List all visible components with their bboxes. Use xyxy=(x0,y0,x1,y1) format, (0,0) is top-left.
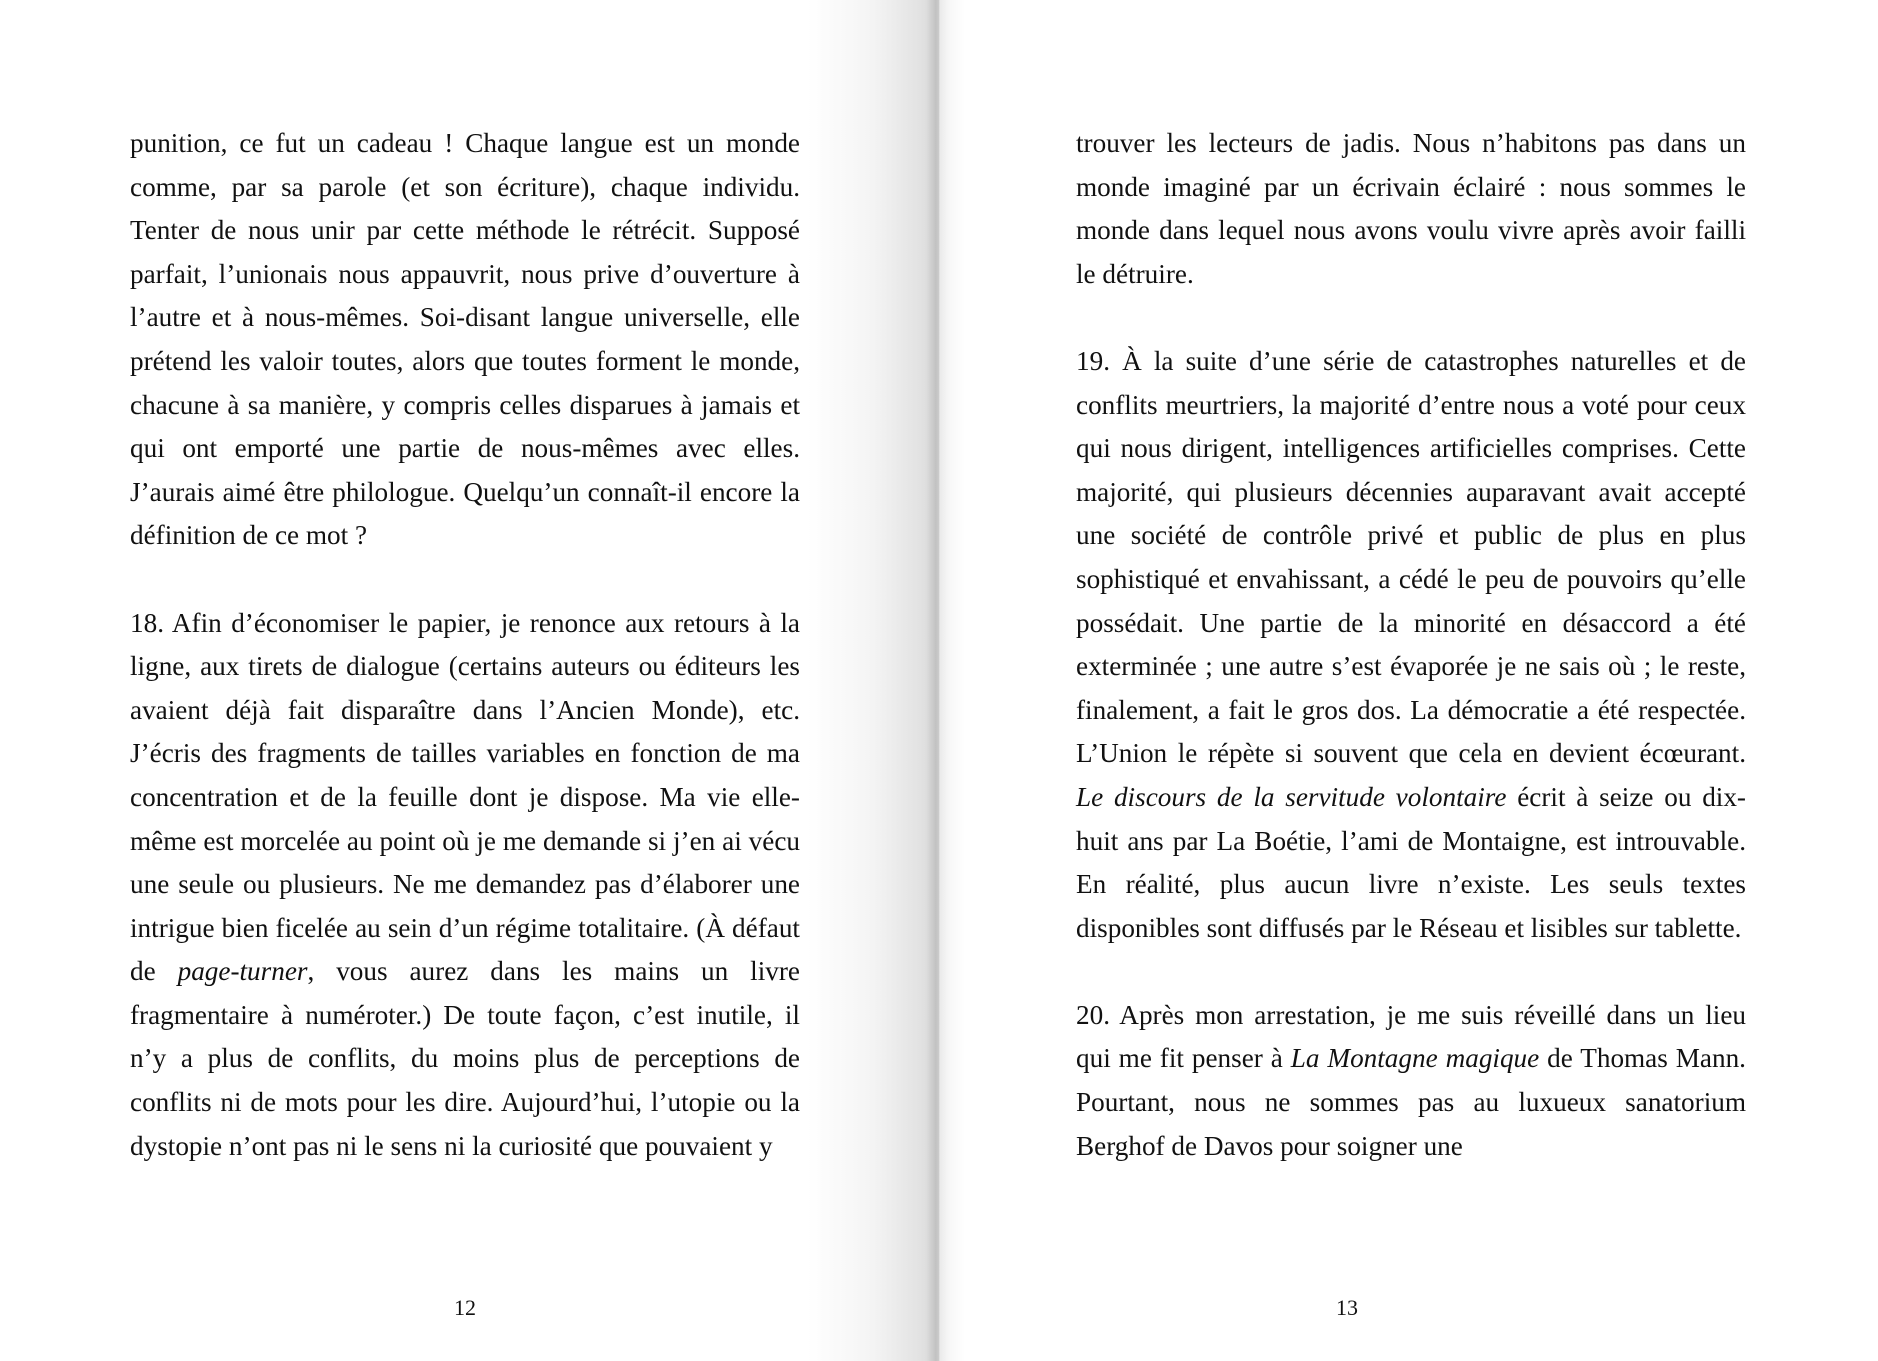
text-run: 19. À la suite d’une série de catastrophes naturelles et de conflits meurtriers, la majorité d’entre nous a voté pour ceux qui nous dirigent, intelligences artificielles comprises. Cette majorité, qui plusieurs décennies auparavant avait accepté une société de contrôle privé et public de plus en plus sophistiqué et envahissant, a cédé le peu de pouvoirs qu’elle possédait. Une partie de la minorité en désaccord a été exterminée ; une autre s’est évaporée je ne sais où ; le reste, finalement, a fait le gros dos. La démocratie a été respectée. L’Union le répète si souvent que cela en devient écœurant. xyxy=(1076,345,1746,769)
paragraph xyxy=(130,122,800,558)
italic-title: page-turner xyxy=(177,956,308,987)
right-page-text xyxy=(1076,122,1746,1168)
paragraph xyxy=(1076,994,1746,1168)
page-number: 13 xyxy=(1336,1295,1358,1320)
italic-title: La Montagne magique xyxy=(1290,1043,1540,1074)
page-number: 12 xyxy=(454,1295,476,1320)
italic-title: Le discours de la servitude volontaire xyxy=(1076,781,1507,812)
left-page-text xyxy=(130,122,800,1168)
text-run: de Thomas Mann. Pourtant, nous ne sommes pas au luxueux sanatorium Berghof de Davos pour soigner une xyxy=(1076,1043,1746,1161)
paragraph xyxy=(130,602,800,1169)
right-page xyxy=(939,0,1878,1361)
text-run: 18. Afin d’économiser le papier, je renonce aux retours à la ligne, aux tirets de dialogue (certains auteurs ou éditeurs les avaient déjà fait disparaître dans l’Ancien Monde), etc. J’écris des fragments de tailles variables en fonction de ma concentration et de la feuille dont je dispose. Ma vie elle-même est morcelée au point où je me demande si j’en ai vécu une seule ou plusieurs. Ne me demandez pas d’élaborer une intrigue bien ficelée au sein d’un régime totalitaire. (À défaut de xyxy=(130,607,800,987)
paragraph xyxy=(1076,340,1746,950)
text-run: écrit à seize ou dix-huit ans par La Boétie, l’ami de Montaigne, est introuvable. En réalité, plus aucun livre n’existe. Les seuls textes disponibles sont diffusés par le Réseau et lisibles sur tablette. xyxy=(1076,781,1746,943)
text-run: trouver les lecteurs de jadis. Nous n’habitons pas dans un monde imaginé par un écrivain éclairé : nous sommes le monde dans lequel nous avons voulu vivre après avoir failli le détruire. xyxy=(1076,128,1746,289)
paragraph xyxy=(1076,122,1746,296)
text-run: , vous aurez dans les mains un livre fragmentaire à numéroter.) De toute façon, c’est inutile, il n’y a plus de conflits, du moins plus de perceptions de conflits ni de mots pour les dire. Aujourd’hui, l’utopie ou la dystopie n’ont pas ni le sens ni la curiosité que pouvaient y xyxy=(130,956,800,1161)
text-run: punition, ce fut un cadeau ! Chaque langue est un monde comme, par sa parole (et son écriture), chaque individu. Tenter de nous unir par cette méthode le rétrécit. Supposé parfait, l’unionais nous appauvrit, nous prive d’ouverture à l’autre et à nous-mêmes. Soi-disant langue universelle, elle prétend les valoir toutes, alors que toutes forment le monde, chacune à sa manière, y compris celles disparues à jamais et qui ont emporté une partie de nous-mêmes avec elles. J’aurais aimé être philologue. Quelqu’un connaît-il encore la définition de ce mot ? xyxy=(130,128,800,551)
text-run: 20. Après mon arrestation, je me suis réveillé dans un lieu qui me fit penser à xyxy=(1076,999,1746,1074)
